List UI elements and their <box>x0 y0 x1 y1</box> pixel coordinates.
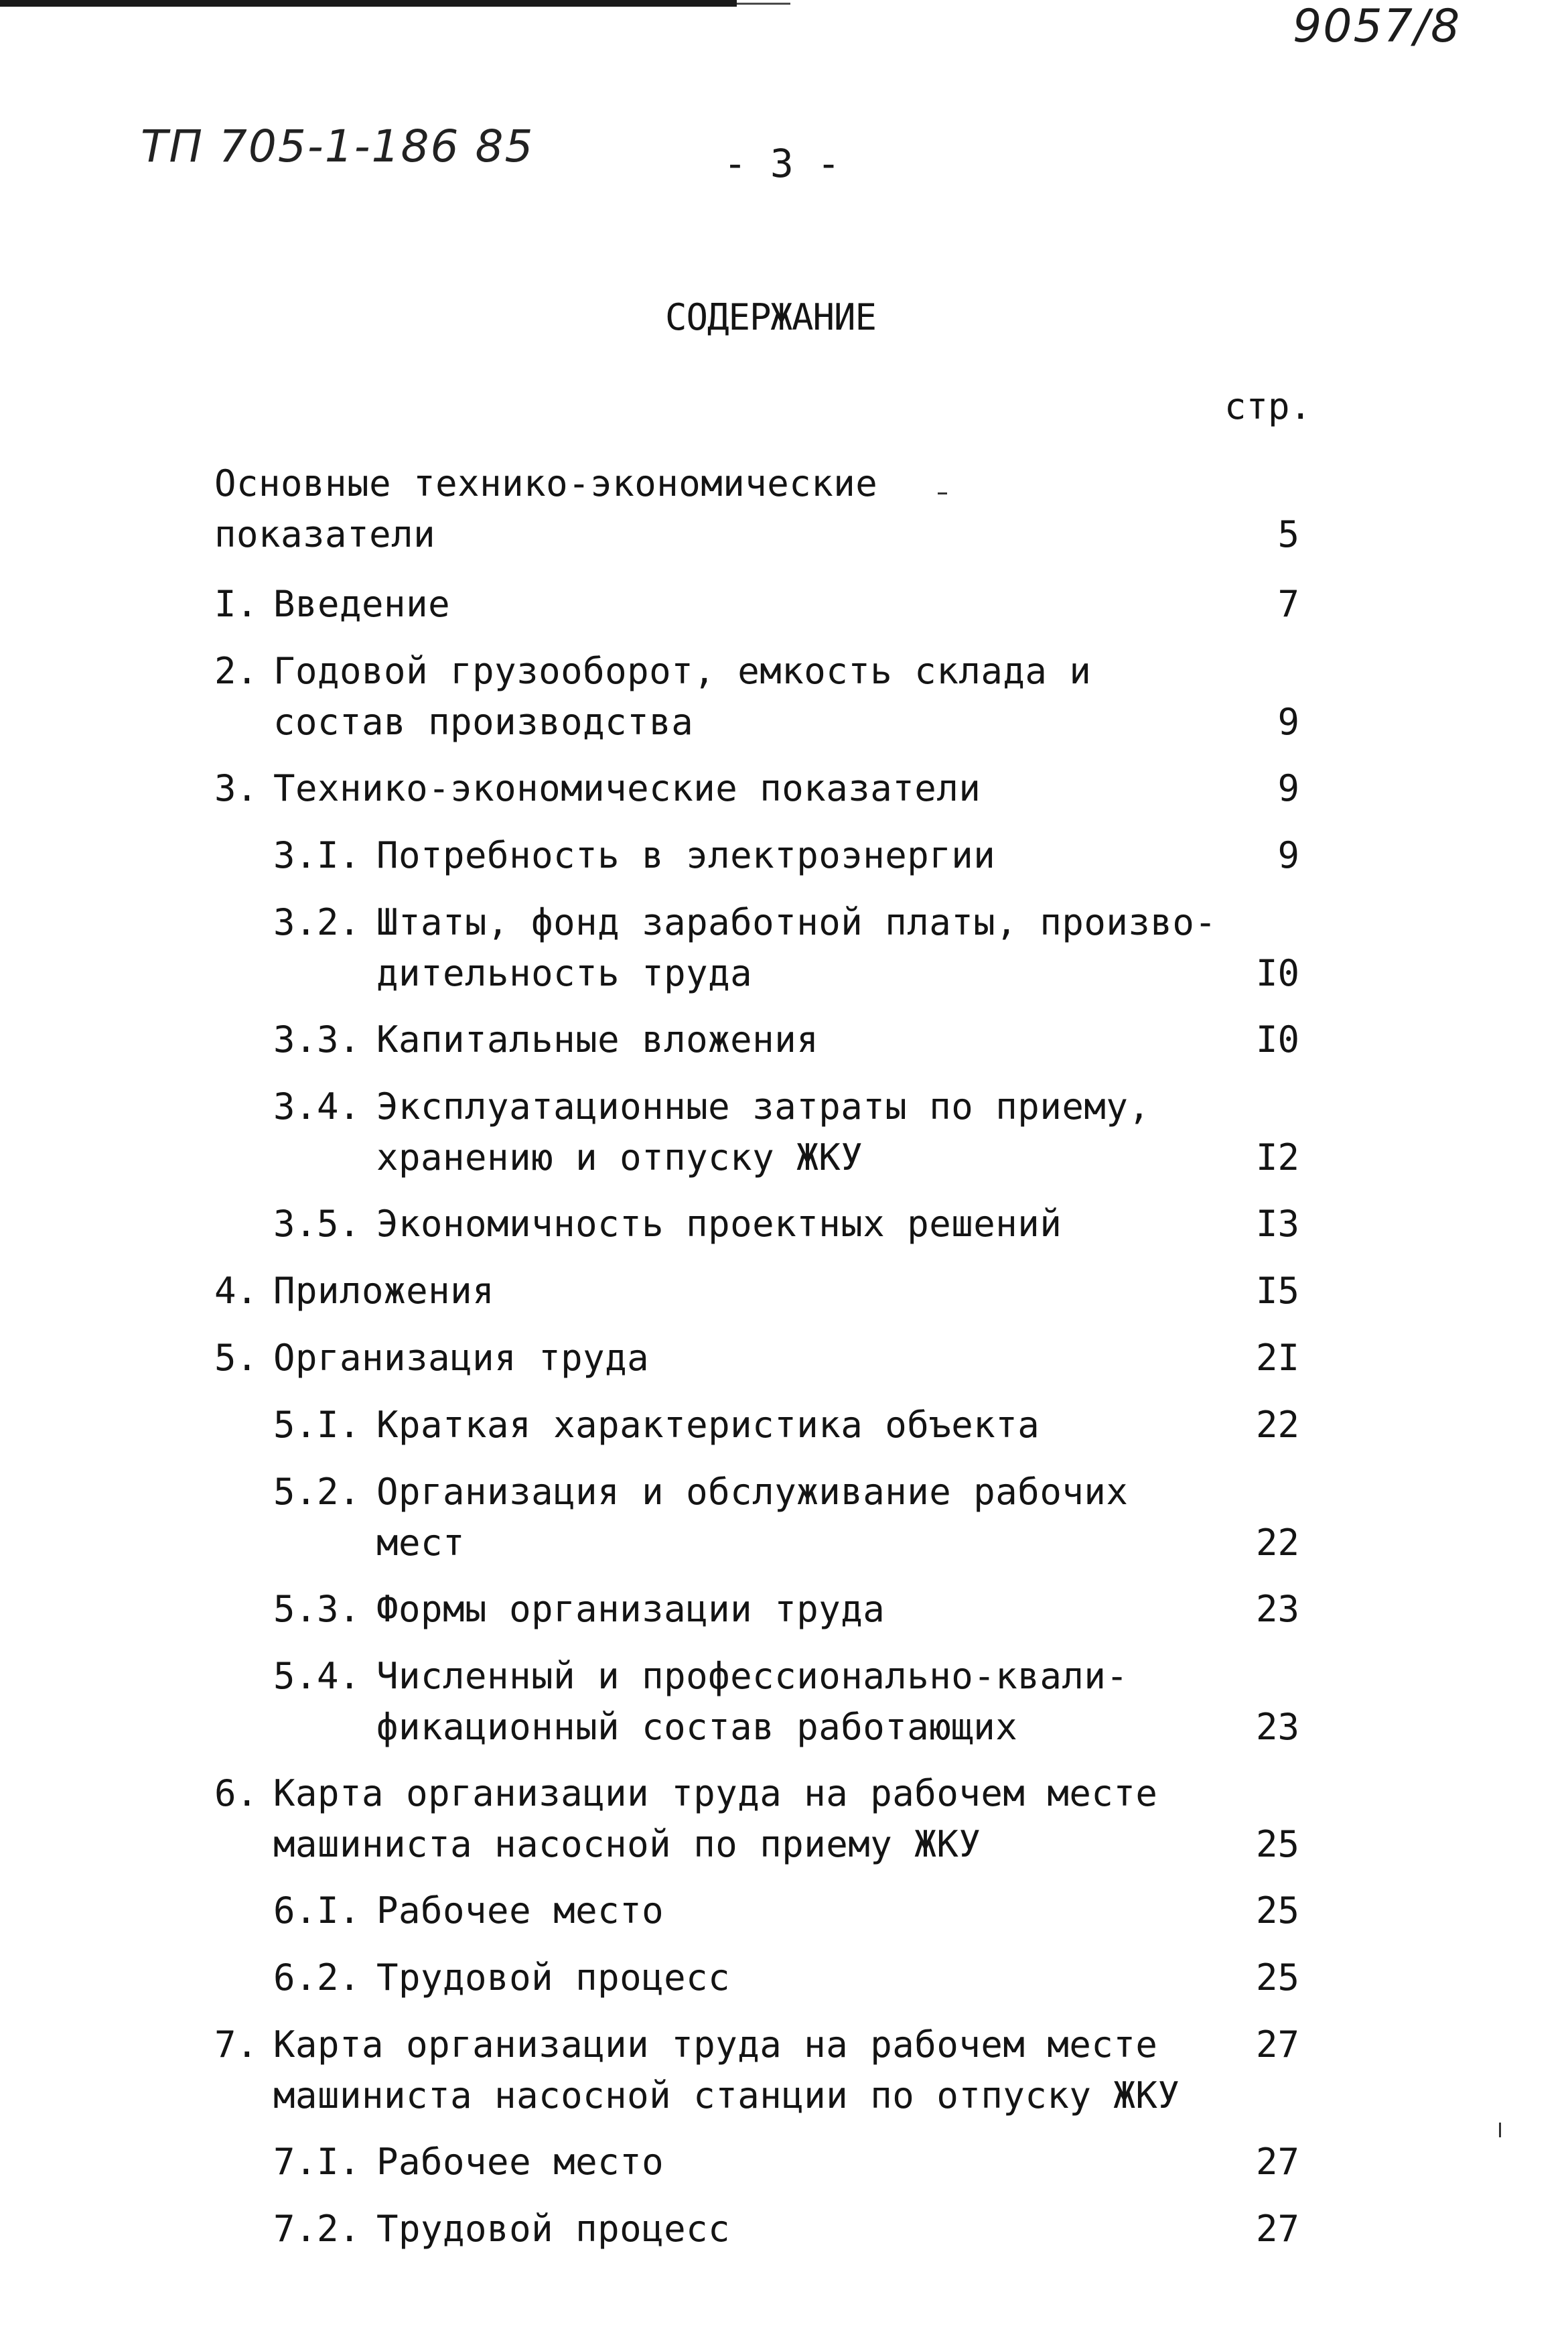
toc-entry-page: 27 <box>1255 2141 1299 2183</box>
toc-entry-number: 5.2. <box>273 1471 361 1513</box>
toc-entry-title-line: Рабочее место <box>376 1889 664 1932</box>
toc-entry-page: 27 <box>1255 2208 1299 2250</box>
toc-entry-title-line: Краткая характеристика объекта <box>376 1404 1040 1446</box>
toc-entry-title-line: Введение <box>273 583 451 625</box>
toc-entry-title-line: Штаты, фонд заработной платы, произво- <box>376 901 1217 943</box>
toc-entry-title-line: Трудовой процесс <box>376 1956 731 1999</box>
toc-entry-title-line: Годовой грузооборот, емкость склада и <box>273 650 1092 692</box>
toc-entry-title-line: Потребность в электроэнергии <box>376 834 996 876</box>
document-code: ТП 705-1-186 85 <box>141 121 534 172</box>
archive-number: 9057/8 <box>1293 0 1462 53</box>
toc-entry-page: 2I <box>1255 1337 1299 1379</box>
toc-entry-number: 7.2. <box>273 2208 361 2250</box>
toc-entry-title-line: Эксплуатационные затраты по приему, <box>376 1085 1151 1128</box>
toc-entry-title-line: машиниста насосной станции по отпуску ЖКУ <box>273 2074 1180 2117</box>
toc-entry-number: I. <box>214 583 259 625</box>
toc-entry-number: 2. <box>214 650 259 692</box>
toc-entry-title-line: Рабочее место <box>376 2141 664 2183</box>
toc-entry-number: 3.2. <box>273 901 361 943</box>
toc-entry-title-line: мест <box>376 1522 466 1564</box>
toc-entry-number: 3.I. <box>273 834 361 876</box>
toc-entry-number: 3. <box>214 767 259 809</box>
toc-entry-number: 5.3. <box>273 1588 361 1630</box>
page-column-header: стр. <box>1224 385 1312 427</box>
toc-entry-number: 3.3. <box>273 1018 361 1061</box>
toc-entry-page: 5 <box>1277 513 1299 555</box>
toc-entry-title-line: Организация и обслуживание рабочих <box>376 1471 1129 1513</box>
toc-entry-title-line: Карта организации труда на рабочем месте <box>273 2023 1158 2066</box>
toc-entry-number: 3.5. <box>273 1203 361 1245</box>
toc-entry-page: 9 <box>1277 701 1299 743</box>
toc-entry-page: 25 <box>1255 1956 1299 1999</box>
toc-entry-page: I0 <box>1255 952 1299 994</box>
toc-entry-number: 4. <box>214 1270 259 1312</box>
toc-entry-number: 5.I. <box>273 1404 361 1446</box>
toc-entry-title-line: хранению и отпуску ЖКУ <box>376 1136 863 1179</box>
toc-entry-title-line: Капитальные вложения <box>376 1018 819 1061</box>
toc-entry-number: 6.2. <box>273 1956 361 1999</box>
toc-entry-title-line: Технико-экономические показатели <box>273 767 981 809</box>
toc-entry-number: 6.I. <box>273 1889 361 1932</box>
toc-entry-number: 6. <box>214 1772 259 1814</box>
scan-speck <box>1499 2123 1501 2137</box>
toc-entry-number: 5. <box>214 1337 259 1379</box>
toc-entry-number: 7.I. <box>273 2141 361 2183</box>
toc-entry-title-line: Численный и профессионально-квали- <box>376 1655 1129 1697</box>
toc-entry-page: I2 <box>1255 1136 1299 1179</box>
toc-entry-page: 25 <box>1255 1889 1299 1932</box>
toc-entry-number: 3.4. <box>273 1085 361 1128</box>
toc-entry-title-line: фикационный состав работающих <box>376 1706 1018 1748</box>
toc-entry-title-line: Формы организации труда <box>376 1588 885 1630</box>
toc-entry-page: 25 <box>1255 1823 1299 1865</box>
toc-entry-title-line: Приложения <box>273 1270 495 1312</box>
page-number: - 3 - <box>723 141 841 186</box>
scan-speck <box>938 492 947 494</box>
toc-entry-page: I0 <box>1255 1018 1299 1061</box>
toc-entry-page: I3 <box>1255 1203 1299 1245</box>
toc-entry-number: 7. <box>214 2023 259 2066</box>
toc-entry-page: 9 <box>1277 767 1299 809</box>
toc-entry-title-line: показатели <box>214 513 436 555</box>
toc-entry-title-line: Карта организации труда на рабочем месте <box>273 1772 1158 1814</box>
toc-entry-page: 27 <box>1255 2023 1299 2066</box>
toc-entry-title-line: дительность труда <box>376 952 753 994</box>
toc-entry-page: 22 <box>1255 1404 1299 1446</box>
toc-entry-page: 7 <box>1277 583 1299 625</box>
toc-entry-page: 22 <box>1255 1522 1299 1564</box>
toc-entry-page: I5 <box>1255 1270 1299 1312</box>
toc-entry-title-line: Экономичность проектных решений <box>376 1203 1062 1245</box>
toc-entry-title-line: состав производства <box>273 701 694 743</box>
contents-title-text: СОДЕРЖАНИЕ <box>664 296 877 338</box>
toc-entry-page: 23 <box>1255 1588 1299 1630</box>
toc-entry-title-line: Основные технико-экономические <box>214 462 878 505</box>
toc-entry-title-line: Организация труда <box>273 1337 650 1379</box>
toc-entry-page: 23 <box>1255 1706 1299 1748</box>
toc-entry-page: 9 <box>1277 834 1299 876</box>
toc-entry-title-line: Трудовой процесс <box>376 2208 731 2250</box>
toc-entry-title-line: машиниста насосной по приему ЖКУ <box>273 1823 981 1865</box>
toc-entry-number: 5.4. <box>273 1655 361 1697</box>
